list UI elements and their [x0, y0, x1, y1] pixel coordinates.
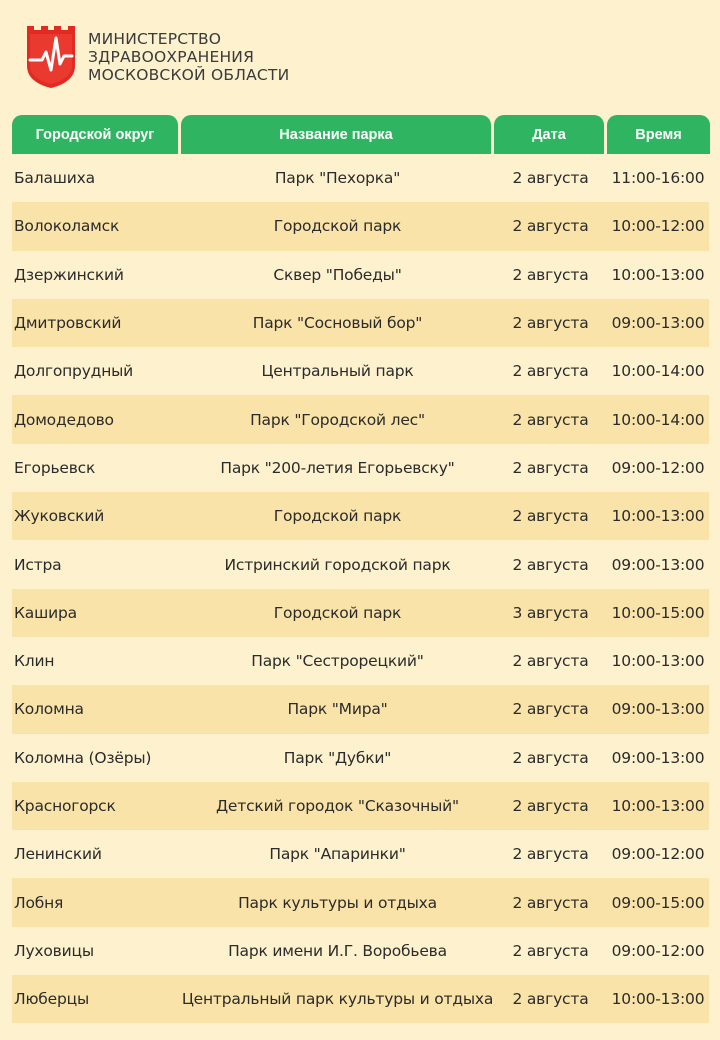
table-row — [12, 878, 709, 926]
table-row — [12, 154, 709, 202]
district-cell: Жуковский — [14, 507, 105, 526]
time-cell: 09:00-13:00 — [611, 314, 705, 333]
table-row — [12, 492, 709, 540]
column-header-park: Название парка — [181, 115, 491, 154]
time-cell: 10:00-12:00 — [611, 217, 705, 236]
park-name-cell: Парк культуры и отдыха — [238, 893, 437, 912]
date-cell: 2 августа — [512, 990, 589, 1009]
parks-schedule-table — [12, 115, 709, 1023]
park-name-cell: Парк "Пехорка" — [274, 169, 401, 188]
park-name-cell: Парк "Апаринки" — [269, 845, 406, 864]
table-row — [12, 589, 709, 637]
table-row — [12, 830, 709, 878]
time-cell: 10:00-14:00 — [611, 410, 705, 429]
coat-of-arms-heartbeat-icon — [24, 24, 78, 90]
park-name-cell: Парк "200-летия Егорьевску" — [220, 458, 455, 477]
date-cell: 2 августа — [512, 265, 589, 284]
table-row — [12, 734, 709, 782]
park-name-cell: Центральный парк — [261, 362, 414, 381]
park-name-cell: Парк "Городской лес" — [250, 410, 425, 429]
table-row — [12, 637, 709, 685]
park-name-cell: Парк "Сосновый бор" — [252, 314, 423, 333]
ministry-name-line-3: МОСКОВСКОЙ ОБЛАСТИ — [88, 66, 290, 84]
date-cell: 2 августа — [512, 748, 589, 767]
time-cell: 09:00-12:00 — [611, 458, 705, 477]
time-cell: 09:00-12:00 — [611, 941, 705, 960]
time-cell: 10:00-13:00 — [611, 507, 705, 526]
district-cell: Долгопрудный — [14, 362, 134, 381]
time-cell: 09:00-13:00 — [611, 555, 705, 574]
park-name-cell: Парк имени И.Г. Воробьева — [228, 941, 447, 960]
district-cell: Домодедово — [14, 410, 114, 429]
date-cell: 2 августа — [512, 458, 589, 477]
column-header-time: Время — [607, 115, 710, 154]
date-cell: 2 августа — [512, 314, 589, 333]
district-cell: Истра — [14, 555, 62, 574]
district-cell: Кашира — [14, 603, 77, 622]
table-row — [12, 927, 709, 975]
district-cell: Ленинский — [14, 845, 102, 864]
page-header — [24, 24, 289, 92]
column-header-district: Городской округ — [12, 115, 178, 154]
date-cell: 2 августа — [512, 845, 589, 864]
table-row — [12, 202, 709, 250]
table-row — [12, 782, 709, 830]
time-cell: 11:00-16:00 — [611, 169, 705, 188]
date-cell: 2 августа — [512, 700, 589, 719]
date-cell: 2 августа — [512, 169, 589, 188]
time-cell: 09:00-13:00 — [611, 748, 705, 767]
date-cell: 2 августа — [512, 217, 589, 236]
time-cell: 10:00-15:00 — [611, 603, 705, 622]
date-cell: 2 августа — [512, 410, 589, 429]
time-cell: 09:00-13:00 — [611, 700, 705, 719]
district-cell: Коломна — [14, 700, 84, 719]
district-cell: Волоколамск — [14, 217, 120, 236]
table-row — [12, 444, 709, 492]
time-cell: 09:00-12:00 — [611, 845, 705, 864]
date-cell: 2 августа — [512, 797, 589, 815]
ministry-name-line-2: ЗДРАВООХРАНЕНИЯ — [88, 48, 255, 66]
table-row — [12, 975, 709, 1023]
table-row — [12, 299, 709, 347]
district-cell: Балашиха — [14, 169, 95, 188]
park-name-cell: Городской парк — [273, 603, 402, 622]
district-cell: Егорьевск — [14, 458, 96, 477]
date-cell: 2 августа — [512, 893, 589, 912]
park-name-cell: Сквер "Победы" — [273, 265, 402, 284]
date-cell: 2 августа — [512, 555, 589, 574]
date-cell: 2 августа — [512, 652, 589, 671]
table-row — [12, 540, 709, 588]
park-name-cell: Городской парк — [273, 217, 402, 236]
ministry-name — [88, 30, 289, 84]
district-cell: Клин — [14, 652, 55, 671]
park-name-cell: Парк "Сестрорецкий" — [251, 652, 424, 671]
time-cell: 10:00-13:00 — [611, 990, 705, 1009]
date-cell: 2 августа — [512, 507, 589, 526]
district-cell: Дзержинский — [14, 265, 124, 284]
district-cell: Лобня — [14, 893, 64, 912]
time-cell: 10:00-13:00 — [611, 265, 705, 284]
time-cell: 09:00-15:00 — [611, 893, 705, 912]
date-cell: 2 августа — [512, 941, 589, 960]
table-row — [12, 395, 709, 443]
park-name-cell: Детский городок "Сказочный" — [216, 797, 459, 815]
time-cell: 10:00-14:00 — [611, 362, 705, 381]
district-cell: Дмитровский — [14, 314, 122, 333]
time-cell: 10:00-13:00 — [611, 652, 705, 671]
ministry-name-line-1: МИНИСТЕРСТВО — [88, 30, 222, 48]
district-cell: Луховицы — [14, 941, 94, 960]
date-cell: 2 августа — [512, 362, 589, 381]
park-name-cell: Городской парк — [273, 507, 402, 526]
table-row — [12, 251, 709, 299]
park-name-cell: Истринский городской парк — [224, 555, 451, 574]
park-name-cell: Парк "Мира" — [287, 700, 388, 719]
time-cell: 10:00-13:00 — [611, 797, 705, 815]
table-body — [12, 154, 709, 1023]
district-cell: Красногорск — [14, 797, 116, 815]
column-header-date: Дата — [494, 115, 604, 154]
district-cell: Коломна (Озёры) — [14, 748, 152, 767]
park-name-cell: Центральный парк культуры и отдыха — [181, 990, 494, 1009]
district-cell: Люберцы — [14, 990, 90, 1009]
park-name-cell: Парк "Дубки" — [283, 748, 392, 767]
table-row — [12, 685, 709, 733]
date-cell: 3 августа — [512, 603, 589, 622]
table-row — [12, 347, 709, 395]
table-header — [12, 115, 709, 154]
